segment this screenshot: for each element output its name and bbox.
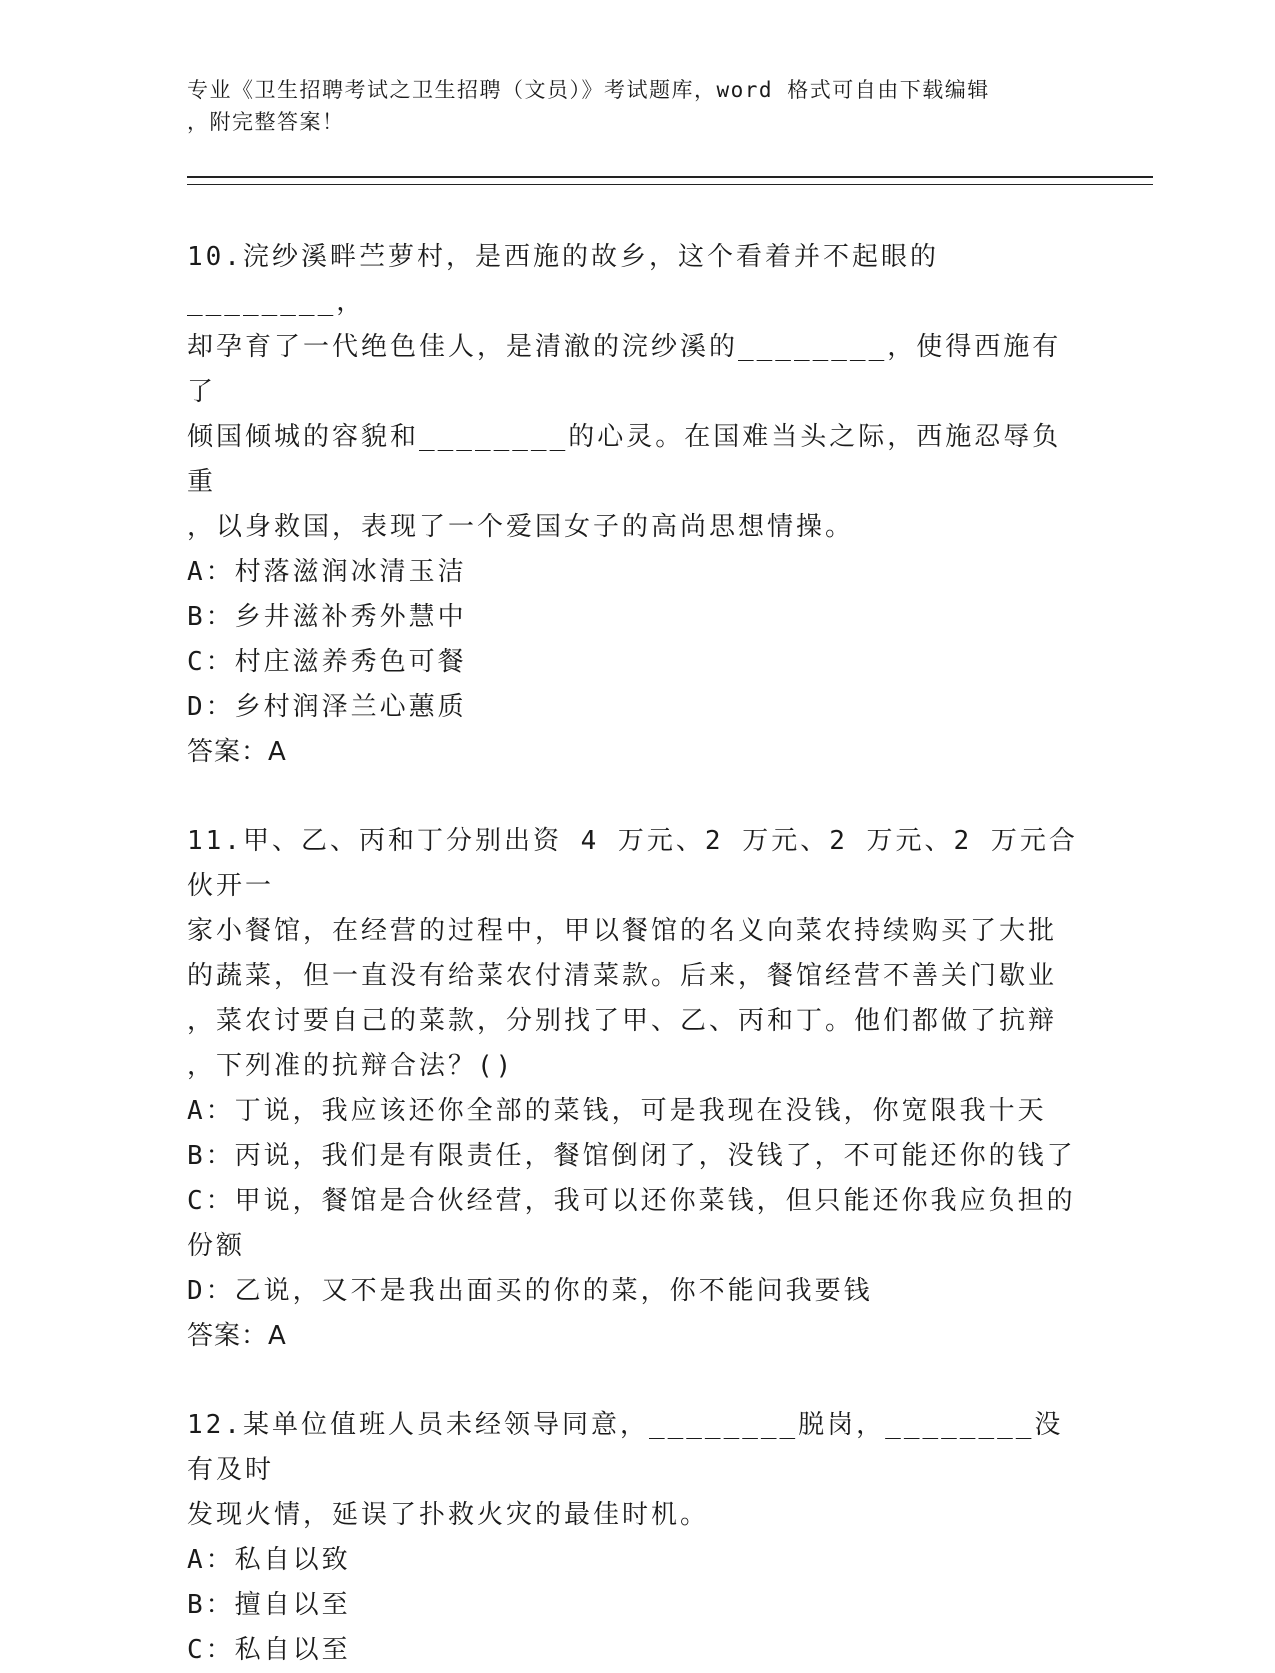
question-stem-line: 的蔬菜，但一直没有给菜农付清菜款。后来，餐馆经营不善关门歇业: [187, 961, 1058, 991]
question-stem-line: 11.甲、乙、丙和丁分别出资 4 万元、2 万元、2 万元、2 万元合伙开一: [187, 826, 1078, 901]
answer-line: 答案：A: [187, 737, 287, 767]
document-header: [187, 74, 1067, 138]
question-stem-line: ，以身救国，表现了一个爱国女子的高尚思想情操。: [187, 512, 855, 542]
header-line-1: 专业《卫生招聘考试之卫生招聘（文员）》考试题库，word 格式可自由下载编辑: [187, 78, 990, 102]
question-stem-line: ，菜农讨要自己的菜款，分别找了甲、乙、丙和丁。他们都做了抗辩: [187, 1006, 1058, 1036]
option-c: C：私自以至: [187, 1635, 351, 1665]
option-a: A：村落滋润冰清玉洁: [187, 557, 467, 587]
option-c: C：村庄滋养秀色可餐: [187, 647, 467, 677]
question-stem-line: ，下列准的抗辩合法？(): [187, 1051, 515, 1081]
question-list: [187, 235, 1087, 1673]
option-b: B：擅自以至: [187, 1590, 351, 1620]
option-b: B：丙说，我们是有限责任，餐馆倒闭了，没钱了，不可能还你的钱了: [187, 1141, 1076, 1171]
option-b: B：乡井滋补秀外慧中: [187, 602, 467, 632]
question-11: [187, 819, 1087, 1359]
question-stem-line: 却孕育了一代绝色佳人，是清澈的浣纱溪的________，使得西施有了: [187, 332, 1062, 407]
option-c-continuation: 份额: [187, 1231, 246, 1261]
question-stem-line: 家小餐馆，在经营的过程中，甲以餐馆的名义向菜农持续购买了大批: [187, 916, 1058, 946]
question-stem-line: 12.某单位值班人员未经领导同意，________脱岗，________没有及时: [187, 1410, 1064, 1485]
question-stem-line: 倾国倾城的容貌和________的心灵。在国难当头之际，西施忍辱负重: [187, 422, 1062, 497]
header-divider: [187, 176, 1153, 185]
option-d: D：乡村润泽兰心蕙质: [187, 692, 467, 722]
option-c: C：甲说，餐馆是合伙经营，我可以还你菜钱，但只能还你我应负担的: [187, 1186, 1076, 1216]
header-line-2: ，附完整答案！: [187, 110, 345, 134]
option-a: A：私自以致: [187, 1545, 351, 1575]
question-stem-line: 10.浣纱溪畔苎萝村，是西施的故乡，这个看着并不起眼的________，: [187, 242, 939, 317]
question-10: [187, 235, 1087, 775]
question-stem-line: 发现火情，延误了扑救火灾的最佳时机。: [187, 1500, 710, 1530]
option-a: A：丁说，我应该还你全部的菜钱，可是我现在没钱，你宽限我十天: [187, 1096, 1047, 1126]
answer-line: 答案：A: [187, 1321, 287, 1351]
option-d: D：乙说，又不是我出面买的你的菜，你不能问我要钱: [187, 1276, 873, 1306]
question-12: [187, 1403, 1087, 1673]
